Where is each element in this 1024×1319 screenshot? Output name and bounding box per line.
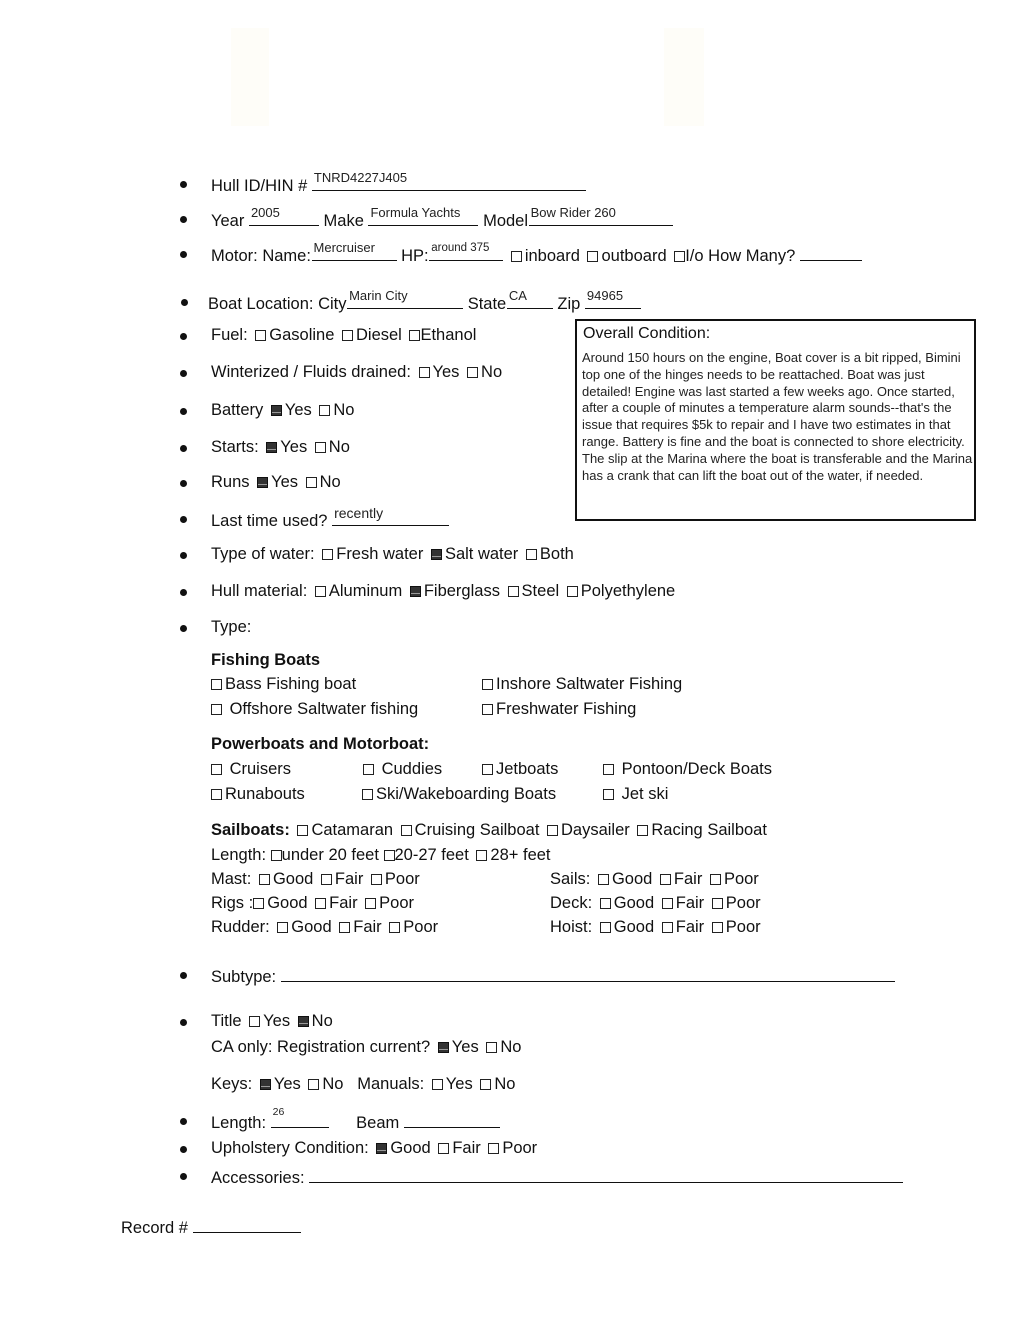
hull-material-label: Hull material: bbox=[211, 582, 308, 600]
bullet bbox=[180, 516, 187, 523]
bullet bbox=[180, 1173, 187, 1180]
last-used-field[interactable] bbox=[332, 505, 449, 526]
racing-sailboat-label: Racing Sailboat bbox=[651, 821, 767, 839]
runs-label: Runs bbox=[211, 473, 250, 491]
fair-label: Fair bbox=[673, 870, 703, 888]
hoist-poor-checkbox[interactable] bbox=[712, 922, 723, 933]
fiberglass-label: Fiberglass bbox=[423, 582, 500, 600]
pontoon-checkbox[interactable] bbox=[603, 764, 614, 775]
freshwater-fishing-label: Freshwater Fishing bbox=[496, 700, 637, 718]
manuals-no-checkbox[interactable] bbox=[480, 1079, 491, 1090]
28-plus-checkbox[interactable] bbox=[476, 850, 487, 861]
fuel-label: Fuel: bbox=[211, 326, 248, 344]
hoist-label: Hoist: bbox=[550, 918, 593, 936]
rudder-good-checkbox[interactable] bbox=[277, 922, 288, 933]
both-water-checkbox[interactable] bbox=[526, 549, 537, 560]
bass-fishing-checkbox[interactable] bbox=[211, 679, 222, 690]
gasoline-checkbox[interactable] bbox=[255, 330, 266, 341]
io-checkbox[interactable] bbox=[674, 251, 685, 262]
battery-no-label: No bbox=[333, 401, 355, 419]
jetboats-checkbox[interactable] bbox=[482, 764, 493, 775]
how-many-label: How Many? bbox=[708, 247, 796, 265]
motor-name-value: Mercruiser bbox=[313, 240, 375, 255]
inshore-saltwater-label: Inshore Saltwater Fishing bbox=[496, 675, 683, 693]
bullet bbox=[180, 181, 187, 188]
28-plus-label: 28+ feet bbox=[490, 846, 551, 864]
sails-poor-checkbox[interactable] bbox=[710, 874, 721, 885]
state-value: CA bbox=[508, 288, 527, 303]
record-field[interactable] bbox=[193, 1215, 301, 1233]
manuals-yes-label: Yes bbox=[445, 1075, 473, 1093]
offshore-saltwater-checkbox[interactable] bbox=[211, 704, 222, 715]
rigs-label: Rigs : bbox=[211, 894, 254, 912]
city-field[interactable] bbox=[347, 288, 463, 309]
mast-fair-checkbox[interactable] bbox=[321, 874, 332, 885]
bullet bbox=[180, 972, 187, 979]
runabouts-checkbox[interactable] bbox=[211, 789, 222, 800]
bullet bbox=[181, 299, 188, 306]
water-type-label: Type of water: bbox=[211, 545, 315, 563]
polyethylene-label: Polyethylene bbox=[580, 582, 676, 600]
cruising-sailboat-checkbox[interactable] bbox=[401, 825, 412, 836]
manuals-label: Manuals: bbox=[357, 1075, 425, 1093]
bass-fishing-label: Bass Fishing boat bbox=[225, 675, 357, 693]
racing-sailboat-checkbox[interactable] bbox=[637, 825, 648, 836]
registration-yes-label: Yes bbox=[451, 1038, 479, 1056]
aluminum-label: Aluminum bbox=[328, 582, 403, 600]
rigs-fair-checkbox[interactable] bbox=[315, 898, 326, 909]
hull-id-field[interactable] bbox=[312, 170, 586, 191]
fair-label: Fair bbox=[353, 918, 382, 936]
manuals-yes-checkbox[interactable] bbox=[432, 1079, 443, 1090]
type-label: Type: bbox=[211, 618, 252, 636]
fair-label: Fair bbox=[329, 894, 358, 912]
length-label: Length: bbox=[211, 1114, 267, 1132]
poor-label: Poor bbox=[403, 918, 439, 936]
inshore-saltwater-checkbox[interactable] bbox=[482, 679, 493, 690]
bullet bbox=[180, 480, 187, 487]
daysailer-checkbox[interactable] bbox=[547, 825, 558, 836]
model-value: Bow Rider 260 bbox=[530, 205, 616, 220]
bullet bbox=[180, 370, 187, 377]
how-many-field[interactable] bbox=[800, 243, 862, 261]
hp-value: around 375 bbox=[431, 242, 490, 254]
city-value: Marin City bbox=[349, 288, 408, 303]
polyethylene-checkbox[interactable] bbox=[567, 586, 578, 597]
scan-artifact bbox=[231, 28, 269, 126]
accessories-field[interactable] bbox=[309, 1165, 903, 1183]
pontoon-label: Pontoon/Deck Boats bbox=[621, 760, 773, 778]
zip-value: 94965 bbox=[586, 288, 624, 303]
good-label: Good bbox=[272, 870, 314, 888]
registration-no-label: No bbox=[500, 1038, 522, 1056]
mast-good-checkbox[interactable] bbox=[259, 874, 270, 885]
bullet bbox=[180, 333, 187, 340]
ethanol-label: Ethanol bbox=[420, 326, 477, 344]
bullet bbox=[180, 1146, 187, 1153]
hull-id-label: Hull ID/HIN # bbox=[211, 177, 308, 195]
freshwater-fishing-checkbox[interactable] bbox=[482, 704, 493, 715]
zip-field[interactable] bbox=[585, 288, 641, 309]
bullet bbox=[180, 1118, 187, 1125]
outboard-label: outboard bbox=[601, 247, 667, 265]
steel-label: Steel bbox=[521, 582, 560, 600]
last-used-value: recently bbox=[334, 505, 384, 521]
rudder-fair-checkbox[interactable] bbox=[339, 922, 350, 933]
diesel-label: Diesel bbox=[356, 326, 402, 344]
record-label: Record # bbox=[121, 1219, 188, 1237]
runabouts-label: Runabouts bbox=[225, 785, 305, 803]
winterized-no-checkbox[interactable] bbox=[467, 367, 478, 378]
title-no-checkbox[interactable] bbox=[298, 1016, 309, 1027]
overall-condition-text: Around 150 hours on the engine, Boat cover is a bit ripped, Bimini top one of the hinges needs to be reattached. Boat was just detailed! Engine was last started a few weeks ago. Once started, after a couple of minutes a temperature alarm sounds--that's the issue that requires $5k to repair and I have two estimates in that range. Battery is fine and the boat is connected to shore electricity. The slip at the Marina where the boat is transferable and the Marina has a crank that can lift the boat out of the water, if needed. bbox=[582, 350, 973, 483]
manuals-no-label: No bbox=[494, 1075, 516, 1093]
good-label: Good bbox=[611, 870, 653, 888]
sailboats-heading: Sailboats: bbox=[211, 821, 290, 839]
winterized-yes-label: Yes bbox=[432, 363, 460, 381]
year-value: 2005 bbox=[250, 205, 280, 220]
title-label: Title bbox=[211, 1012, 242, 1030]
good-label: Good bbox=[291, 918, 332, 936]
daysailer-label: Daysailer bbox=[561, 821, 630, 839]
sails-label: Sails: bbox=[550, 870, 591, 888]
year-field[interactable] bbox=[249, 205, 319, 226]
ethanol-checkbox[interactable] bbox=[409, 330, 420, 341]
state-field[interactable] bbox=[507, 288, 553, 309]
jet-ski-label: Jet ski bbox=[621, 785, 669, 803]
keys-no-label: No bbox=[322, 1075, 344, 1093]
upholstery-label: Upholstery Condition: bbox=[211, 1139, 369, 1157]
deck-fair-checkbox[interactable] bbox=[662, 898, 673, 909]
starts-no-checkbox[interactable] bbox=[315, 442, 326, 453]
ski-wakeboarding-checkbox[interactable] bbox=[362, 789, 373, 800]
catamaran-checkbox[interactable] bbox=[297, 825, 308, 836]
cuddies-label: Cuddies bbox=[381, 760, 443, 778]
keys-no-checkbox[interactable] bbox=[308, 1079, 319, 1090]
keys-yes-label: Yes bbox=[273, 1075, 301, 1093]
make-label: Make bbox=[323, 212, 364, 230]
deck-good-checkbox[interactable] bbox=[600, 898, 611, 909]
runs-no-label: No bbox=[319, 473, 341, 491]
starts-no-label: No bbox=[328, 438, 350, 456]
salt-water-checkbox[interactable] bbox=[431, 549, 442, 560]
poor-label: Poor bbox=[384, 870, 420, 888]
keys-label: Keys: bbox=[211, 1075, 253, 1093]
title-yes-label: Yes bbox=[263, 1012, 291, 1030]
fresh-water-label: Fresh water bbox=[336, 545, 424, 563]
rudder-label: Rudder: bbox=[211, 918, 270, 936]
hoist-fair-checkbox[interactable] bbox=[662, 922, 673, 933]
both-water-label: Both bbox=[539, 545, 574, 563]
cruisers-checkbox[interactable] bbox=[211, 764, 222, 775]
length-field[interactable] bbox=[271, 1106, 329, 1128]
hp-field[interactable] bbox=[429, 243, 503, 261]
deck-label: Deck: bbox=[550, 894, 593, 912]
upholstery-fair-checkbox[interactable] bbox=[438, 1143, 449, 1154]
subtype-label: Subtype: bbox=[211, 968, 277, 986]
overall-condition-title: Overall Condition: bbox=[583, 325, 711, 342]
bullet bbox=[180, 408, 187, 415]
rigs-poor-checkbox[interactable] bbox=[365, 898, 376, 909]
salt-water-label: Salt water bbox=[444, 545, 519, 563]
make-field[interactable] bbox=[368, 205, 478, 226]
20-27-checkbox[interactable] bbox=[384, 850, 395, 861]
winterized-label: Winterized / Fluids drained: bbox=[211, 363, 411, 381]
length-value: 26 bbox=[272, 1106, 285, 1118]
hp-label: HP: bbox=[401, 247, 429, 265]
fresh-water-checkbox[interactable] bbox=[322, 549, 333, 560]
runs-yes-checkbox[interactable] bbox=[257, 477, 268, 488]
powerboats-heading: Powerboats and Motorboat: bbox=[211, 735, 430, 753]
model-field[interactable] bbox=[529, 205, 673, 226]
poor-label: Poor bbox=[725, 894, 761, 912]
starts-yes-label: Yes bbox=[280, 438, 308, 456]
good-label: Good bbox=[613, 894, 655, 912]
upholstery-poor-label: Poor bbox=[502, 1139, 538, 1157]
keys-yes-checkbox[interactable] bbox=[260, 1079, 271, 1090]
upholstery-good-label: Good bbox=[390, 1139, 431, 1157]
catamaran-label: Catamaran bbox=[311, 821, 394, 839]
mast-poor-checkbox[interactable] bbox=[371, 874, 382, 885]
hoist-good-checkbox[interactable] bbox=[600, 922, 611, 933]
diesel-checkbox[interactable] bbox=[342, 330, 353, 341]
registration-no-checkbox[interactable] bbox=[486, 1042, 497, 1053]
poor-label: Poor bbox=[723, 870, 759, 888]
bullet bbox=[180, 445, 187, 452]
good-label: Good bbox=[613, 918, 655, 936]
gasoline-label: Gasoline bbox=[269, 326, 335, 344]
poor-label: Poor bbox=[379, 894, 415, 912]
fair-label: Fair bbox=[675, 918, 705, 936]
bullet bbox=[180, 589, 187, 596]
cruising-sailboat-label: Cruising Sailboat bbox=[414, 821, 540, 839]
battery-yes-label: Yes bbox=[284, 401, 312, 419]
scan-artifact bbox=[664, 28, 704, 126]
io-label: I/o bbox=[685, 247, 704, 265]
outboard-checkbox[interactable] bbox=[587, 251, 598, 262]
offshore-saltwater-label: Offshore Saltwater fishing bbox=[229, 700, 419, 718]
aluminum-checkbox[interactable] bbox=[315, 586, 326, 597]
jetboats-label: Jetboats bbox=[496, 760, 559, 778]
cruisers-label: Cruisers bbox=[229, 760, 292, 778]
bullet bbox=[180, 552, 187, 559]
upholstery-good-checkbox[interactable] bbox=[376, 1143, 387, 1154]
motor-name-field[interactable] bbox=[312, 240, 397, 261]
hull-id-value: TNRD4227J405 bbox=[313, 170, 408, 185]
20-27-label: 20-27 feet bbox=[394, 846, 469, 864]
make-value: Formula Yachts bbox=[370, 205, 461, 220]
starts-yes-checkbox[interactable] bbox=[266, 442, 277, 453]
registration-label: CA only: Registration current? bbox=[211, 1038, 431, 1056]
fiberglass-checkbox[interactable] bbox=[410, 586, 421, 597]
bullet bbox=[180, 216, 187, 223]
last-used-label: Last time used? bbox=[211, 512, 328, 530]
battery-yes-checkbox[interactable] bbox=[271, 405, 282, 416]
bullet bbox=[180, 625, 187, 632]
steel-checkbox[interactable] bbox=[508, 586, 519, 597]
under-20-label: under 20 feet bbox=[281, 846, 379, 864]
starts-label: Starts: bbox=[211, 438, 259, 456]
ski-wakeboarding-label: Ski/Wakeboarding Boats bbox=[376, 785, 557, 803]
jet-ski-checkbox[interactable] bbox=[603, 789, 614, 800]
fair-label: Fair bbox=[334, 870, 364, 888]
overall-condition-box[interactable] bbox=[575, 319, 976, 521]
sail-length-label: Length: bbox=[211, 846, 267, 864]
battery-no-checkbox[interactable] bbox=[319, 405, 330, 416]
cuddies-checkbox[interactable] bbox=[363, 764, 374, 775]
mast-label: Mast: bbox=[211, 870, 252, 888]
winterized-yes-checkbox[interactable] bbox=[419, 367, 430, 378]
deck-poor-checkbox[interactable] bbox=[712, 898, 723, 909]
registration-yes-checkbox[interactable] bbox=[438, 1042, 449, 1053]
zip-label: Zip bbox=[557, 295, 581, 313]
upholstery-poor-checkbox[interactable] bbox=[488, 1143, 499, 1154]
upholstery-fair-label: Fair bbox=[452, 1139, 481, 1157]
model-label: Model bbox=[483, 212, 529, 230]
rigs-good-checkbox[interactable] bbox=[253, 898, 264, 909]
title-yes-checkbox[interactable] bbox=[249, 1016, 260, 1027]
bullet bbox=[180, 1019, 187, 1026]
under-20-checkbox[interactable] bbox=[271, 850, 282, 861]
bullet bbox=[180, 251, 187, 258]
winterized-no-label: No bbox=[481, 363, 503, 381]
motor-name-label: Motor: Name: bbox=[211, 247, 311, 265]
sails-fair-checkbox[interactable] bbox=[660, 874, 671, 885]
sails-good-checkbox[interactable] bbox=[598, 874, 609, 885]
rudder-poor-checkbox[interactable] bbox=[389, 922, 400, 933]
inboard-label: inboard bbox=[524, 247, 580, 265]
battery-label: Battery bbox=[211, 401, 264, 419]
runs-yes-label: Yes bbox=[271, 473, 299, 491]
city-label: Boat Location: City bbox=[208, 295, 347, 313]
runs-no-checkbox[interactable] bbox=[306, 477, 317, 488]
poor-label: Poor bbox=[725, 918, 761, 936]
title-no-label: No bbox=[311, 1012, 333, 1030]
beam-field[interactable] bbox=[404, 1110, 500, 1128]
accessories-label: Accessories: bbox=[211, 1169, 305, 1187]
subtype-field[interactable] bbox=[281, 964, 895, 982]
year-label: Year bbox=[211, 212, 245, 230]
fishing-heading: Fishing Boats bbox=[211, 651, 321, 669]
good-label: Good bbox=[267, 894, 308, 912]
state-label: State bbox=[467, 295, 507, 313]
fair-label: Fair bbox=[675, 894, 705, 912]
inboard-checkbox[interactable] bbox=[511, 251, 522, 262]
beam-label: Beam bbox=[356, 1114, 400, 1132]
